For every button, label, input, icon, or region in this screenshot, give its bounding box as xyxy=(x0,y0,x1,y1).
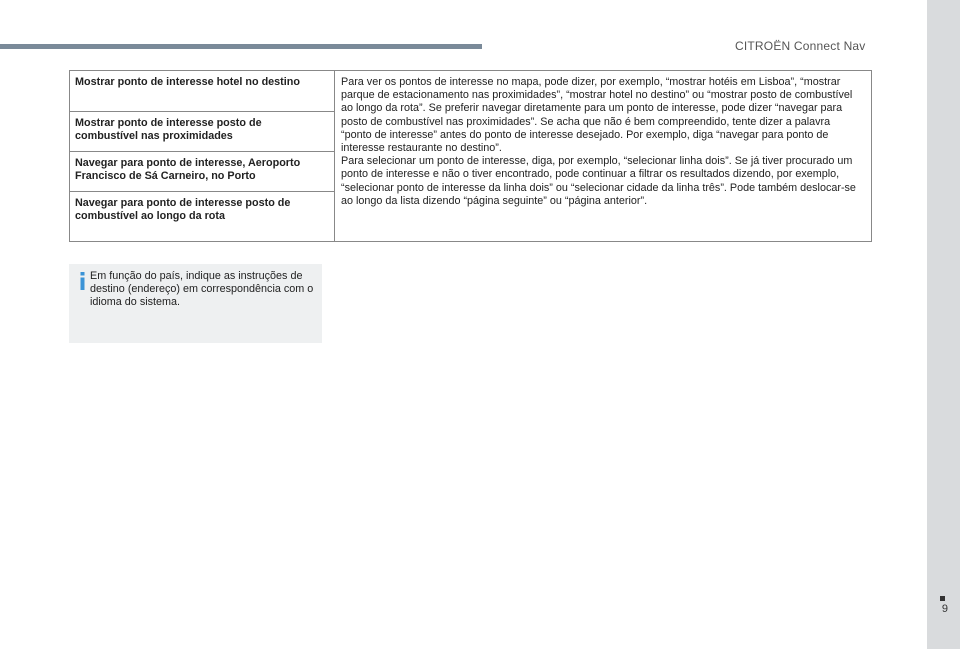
info-note xyxy=(69,264,322,343)
page-number: 9 xyxy=(941,603,948,615)
command-cell: Navegar para ponto de interesse, Aeroporto Francisco de Sá Carneiro, no Porto xyxy=(70,151,334,191)
description-column xyxy=(335,71,871,241)
command-cell: Mostrar ponto de interesse posto de combustível nas proximidades xyxy=(70,111,334,151)
info-icon xyxy=(79,272,86,290)
page-marker xyxy=(940,596,945,601)
description-paragraph: Para ver os pontos de interesse no mapa, pode dizer, por exemplo, “mostrar hotéis em Lisboa”, “mostrar parque de estacionamento nas proximidades”, “mostrar hotel no destino” ou “mostrar posto de combustível ao longo da rota”. Se preferir navegar diretamente para um ponto de interesse, pode dizer “navegar para posto de combustível nas proximidades”. Se acha que não é bem compreendido, tente dizer a palavra “ponto de interesse” antes do ponto de interesse desejado. Por exemplo, diga “navegar para ponto de interesse restaurante no destino”. xyxy=(341,76,853,155)
command-cell: Navegar para ponto de interesse posto de combustível ao longo da rota xyxy=(70,191,334,241)
note-text: Em função do país, indique as instruções de destino (endereço) em correspondência com o idioma do sistema. xyxy=(90,270,314,308)
description-paragraph: Para selecionar um ponto de interesse, diga, por exemplo, “selecionar linha dois”. Se já tiver procurado um ponto de interesse e não o tiver encontrado, pode continuar a filtrar os resultados dizendo, por exemplo, “selecionar ponto de interesse da linha dois” ou “selecionar cidade da linha três”. Pode também deslocar-se ao longo da lista dizendo “página seguinte” ou “página anterior”. xyxy=(341,155,856,207)
commands-column xyxy=(70,71,335,241)
header-rule xyxy=(0,44,482,49)
page-side-band xyxy=(927,0,960,649)
voice-commands-table xyxy=(69,70,872,242)
manual-title: CITROËN Connect Nav xyxy=(735,39,866,53)
command-cell: Mostrar ponto de interesse hotel no destino xyxy=(75,76,300,88)
